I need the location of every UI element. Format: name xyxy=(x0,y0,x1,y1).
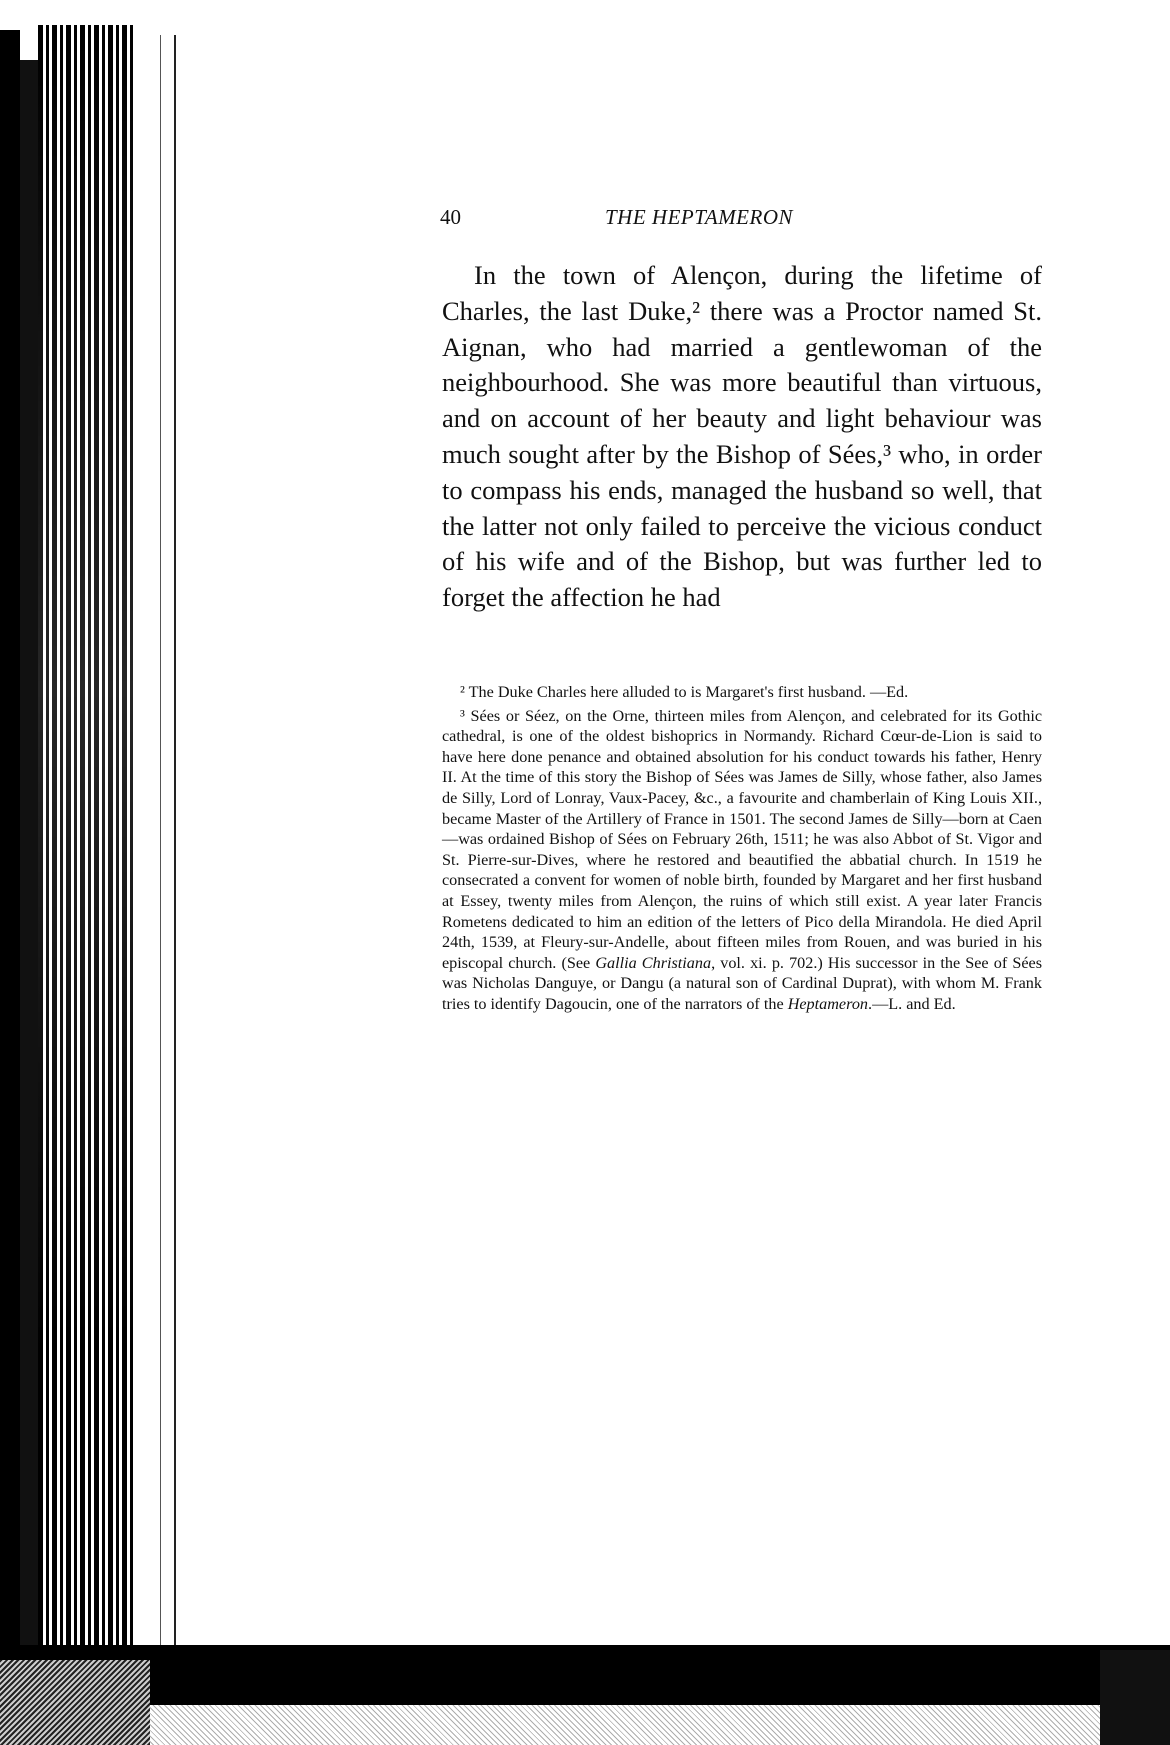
body-paragraph: In the town of Alençon, during the lifetime of Charles, the last Duke,² there was a Proctor named St. Aignan, who had married a gentlewoman of the neighbourhood. She was more beautiful than virtuous, and on account of her beauty and light behaviour was much sought after by the Bishop of Sées,³ who, in order to compass his ends, managed the husband so well, that the latter not only failed to perceive the vicious conduct of his wife and of the Bishop, but was further led to forget the affection he had xyxy=(442,260,1042,613)
main-text xyxy=(442,258,1042,616)
footnote-3-title-gallia: Gallia Christiana xyxy=(595,953,712,972)
page-number: 40 xyxy=(440,205,461,229)
footnote-3-text-a: ³ Sées or Séez, on the Orne, thirteen miles from Alençon, and celebrated for its Gothic cathedral, is one of the oldest bishoprics in Normandy. Richard Cœur-de-Lion is said to have here done penance and obtained absolution for his conduct towards his father, Henry II. At the time of this story the Bishop of Sées was James de Silly, whose father, also James de Silly, Lord of Lonray, Vaux-Pacey, &c., a favourite and chamberlain of King Louis XII., became Master of the Artillery of France in 1501. The second James de Silly—born at Caen—was ordained Bishop of Sées on February 26th, 1511; he was also Abbot of St. Vigor and St. Pierre-sur-Dives, where he restored and beautified the abbatial church. In 1519 he consecrated a convent for women of noble birth, founded by Margaret and her first husband at Essey, twenty miles from Alençon, the ruins of which still exist. A year later Francis Rometens dedicated to him an edition of the letters of Pico della Mirandola. He died April 24th, 1539, at Fleury-sur-Andelle, about fifteen miles from Rouen, and was buried in his episcopal church. (See xyxy=(442,706,1042,972)
footnote-3-text-b: , vol. xi. p. 702.) His successor in the See of Sées was Nicholas Danguye, or Dangu (a natural son of Cardinal Duprat), with whom M. Frank tries to identify Dagoucin, one of the narrators of the xyxy=(442,953,1042,1013)
footnote-2: ² The Duke Charles here alluded to is Margaret's first husband. —Ed. xyxy=(460,683,909,701)
footnote-3-text-c: .—L. and Ed. xyxy=(868,994,956,1013)
footnotes xyxy=(442,682,1042,1018)
running-title: THE HEPTAMERON xyxy=(605,205,794,229)
footnote-3-title-heptameron: Heptameron xyxy=(787,994,869,1013)
running-head xyxy=(440,205,1040,235)
footnote-3 xyxy=(442,706,1042,1015)
